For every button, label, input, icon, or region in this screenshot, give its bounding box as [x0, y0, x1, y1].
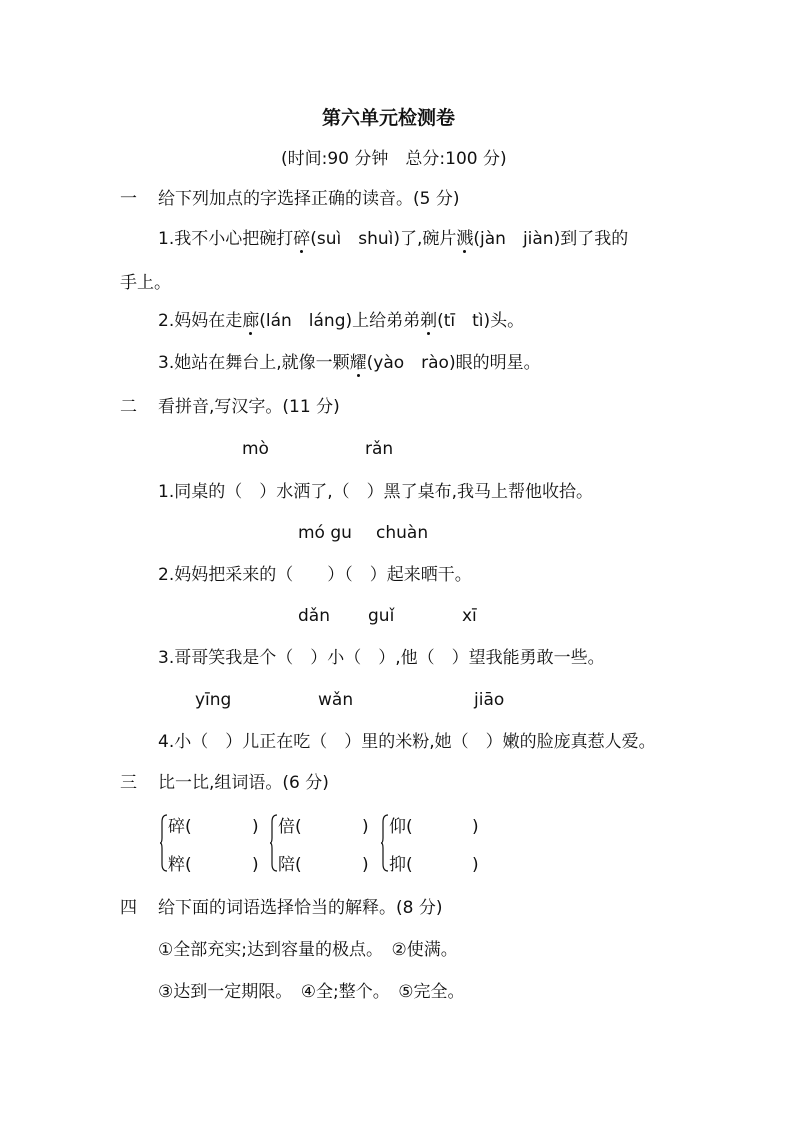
left-brace-icon: [160, 814, 168, 872]
section-4-options-line-2: ③达到一定期限。 ④全;整个。 ⑤完全。: [158, 982, 465, 1002]
section-3-heading: 比一比,组词语。(6 分): [158, 773, 329, 793]
word-pair-1-bottom: 粹(: [168, 855, 192, 875]
pinyin-mo: mò: [242, 439, 269, 459]
word-pair-2-top: 倍(: [278, 817, 302, 837]
section-2-question-2: 2.妈妈把采来的（ ）（ ）起来晒干。: [158, 565, 472, 585]
section-2-question-4: 4.小（ ）儿正在吃（ ）里的米粉,她（ ）嫩的脸庞真惹人爱。: [158, 732, 656, 752]
word-pair-2-top-close: ): [362, 817, 369, 837]
word-pair-1-bottom-close: ): [252, 855, 259, 875]
q1-text-b: (suì shuì)了,碗片: [310, 229, 457, 249]
dotted-char: 溅: [456, 229, 474, 249]
section-1-number: 一: [120, 189, 137, 209]
pinyin-xi: xī: [462, 606, 477, 626]
dotted-char: 剃: [420, 311, 438, 331]
q2-text-c: (tī tì)头。: [437, 311, 525, 331]
section-3-number: 三: [120, 773, 137, 793]
section-4-options-line-1: ①全部充实;达到容量的极点。 ②使满。: [158, 940, 458, 960]
dotted-char: 廊: [242, 311, 260, 331]
word-pair-1-top-close: ): [252, 817, 259, 837]
section-4-number: 四: [120, 898, 137, 918]
dotted-char: 耀: [349, 353, 367, 373]
section-1-question-1-continued: 手上。: [120, 273, 171, 293]
pinyin-jiao: jiāo: [474, 690, 505, 710]
pinyin-wan: wǎn: [318, 690, 354, 710]
q3-text-b: (yào rào)眼的明星。: [366, 353, 541, 373]
section-1-question-1: [158, 231, 628, 248]
word-pair-3-bottom-close: ): [472, 855, 479, 875]
pinyin-ying: yīng: [195, 690, 232, 710]
pinyin-mogu: mó gu: [298, 523, 352, 543]
left-brace-icon: [381, 814, 389, 872]
left-brace-icon: [270, 814, 278, 872]
pinyin-ran: rǎn: [365, 439, 394, 459]
section-2-number: 二: [120, 397, 137, 417]
q1-text-a: 1.我不小心把碗打: [158, 229, 294, 249]
section-4-heading: 给下面的词语选择恰当的解释。(8 分): [158, 898, 443, 918]
q2-text-b: (lán láng)上给弟弟: [259, 311, 421, 331]
section-1-question-2: [158, 313, 524, 330]
section-2-question-1: 1.同桌的（ ）水洒了,（ ）黑了桌布,我马上帮他收拾。: [158, 482, 594, 502]
word-pair-2-bottom: 陪(: [278, 855, 302, 875]
page-title: 第六单元检测卷: [322, 107, 456, 129]
section-1-heading: 给下列加点的字选择正确的读音。(5 分): [158, 189, 460, 209]
word-pair-1-top: 碎(: [168, 817, 192, 837]
word-pair-3-top-close: ): [472, 817, 479, 837]
word-pair-3-bottom: 抑(: [389, 855, 413, 875]
q2-text-a: 2.妈妈在走: [158, 311, 243, 331]
word-pair-2-bottom-close: ): [362, 855, 369, 875]
pinyin-chuan: chuàn: [376, 523, 429, 543]
dotted-char: 碎: [293, 229, 311, 249]
section-1-question-3: [158, 355, 541, 372]
pinyin-gui: guǐ: [368, 606, 395, 626]
pinyin-dan: dǎn: [298, 606, 330, 626]
section-2-question-3: 3.哥哥笑我是个（ ）小（ ）,他（ ）望我能勇敢一些。: [158, 648, 605, 668]
page-subtitle: (时间:90 分钟 总分:100 分): [281, 149, 507, 169]
q3-text-a: 3.她站在舞台上,就像一颗: [158, 353, 350, 373]
q1-text-c: (jàn jiàn)到了我的: [473, 229, 629, 249]
section-2-heading: 看拼音,写汉字。(11 分): [158, 397, 340, 417]
word-pair-3-top: 仰(: [389, 817, 413, 837]
